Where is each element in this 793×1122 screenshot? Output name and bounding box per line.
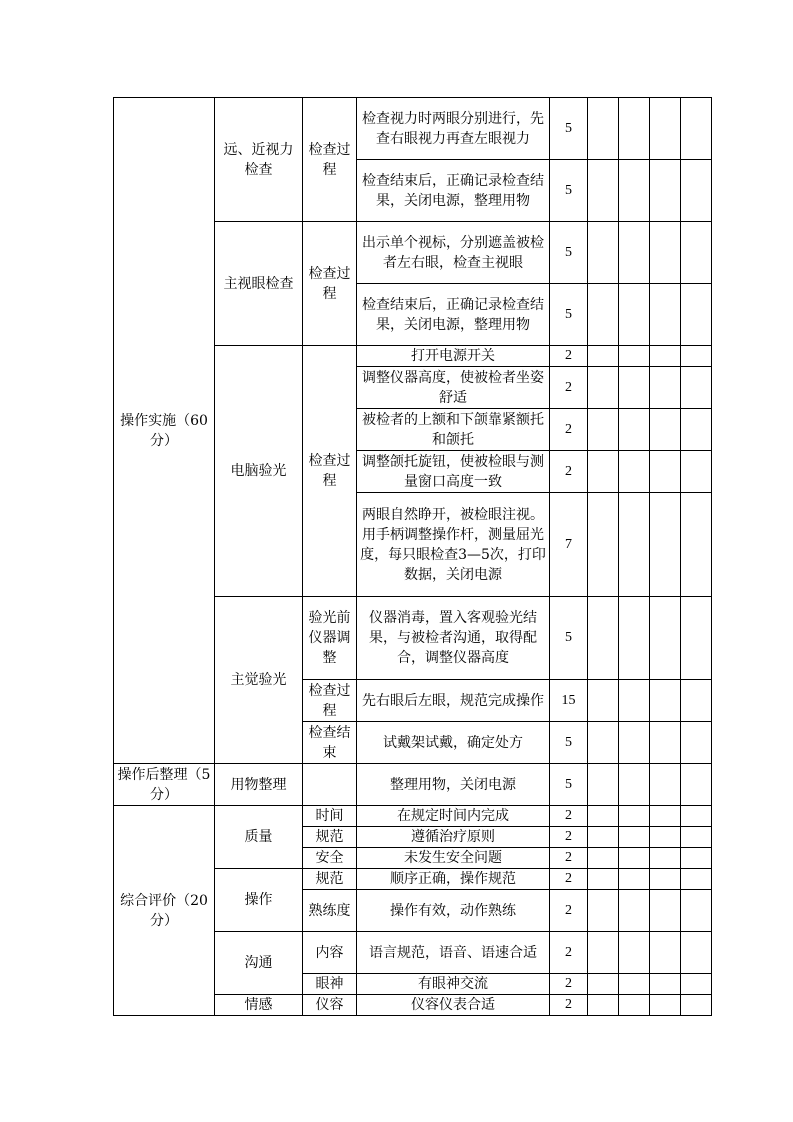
- blank-cell: [588, 974, 619, 995]
- stage-cell: 检查过程: [303, 98, 357, 222]
- blank-cell: [650, 722, 681, 764]
- blank-cell: [650, 827, 681, 848]
- criteria-cell: 先右眼后左眼，规范完成操作: [357, 680, 550, 722]
- blank-cell: [681, 827, 712, 848]
- blank-cell: [650, 764, 681, 806]
- blank-cell: [588, 160, 619, 222]
- score-cell: 2: [550, 932, 588, 974]
- criteria-cell: 有眼神交流: [357, 974, 550, 995]
- blank-cell: [681, 451, 712, 493]
- criteria-cell: 整理用物，关闭电源: [357, 764, 550, 806]
- table-row: [114, 98, 712, 160]
- blank-cell: [588, 848, 619, 869]
- blank-cell: [588, 222, 619, 284]
- blank-cell: [619, 98, 650, 160]
- criteria-cell: 两眼自然睁开，被检眼注视。用手柄调整操作杆，测量屈光度，每只眼检查3—5次，打印数据，关闭电源: [357, 493, 550, 597]
- blank-cell: [588, 995, 619, 1016]
- blank-cell: [650, 222, 681, 284]
- blank-cell: [681, 160, 712, 222]
- blank-cell: [619, 764, 650, 806]
- criteria-cell: 打开电源开关: [357, 346, 550, 367]
- stage-cell: 安全: [303, 848, 357, 869]
- score-cell: 2: [550, 806, 588, 827]
- blank-cell: [681, 367, 712, 409]
- criteria-cell: 调整颌托旋钮，使被检眼与测量窗口高度一致: [357, 451, 550, 493]
- blank-cell: [650, 869, 681, 890]
- stage-cell: 检查结束: [303, 722, 357, 764]
- blank-cell: [650, 284, 681, 346]
- blank-cell: [681, 932, 712, 974]
- score-cell: 5: [550, 764, 588, 806]
- blank-cell: [588, 890, 619, 932]
- category-cell: 综合评价（20分）: [114, 806, 215, 1016]
- item-cell: 质量: [215, 806, 303, 869]
- score-cell: 7: [550, 493, 588, 597]
- blank-cell: [588, 409, 619, 451]
- blank-cell: [619, 995, 650, 1016]
- blank-cell: [588, 597, 619, 680]
- blank-cell: [619, 974, 650, 995]
- blank-cell: [650, 995, 681, 1016]
- blank-cell: [619, 160, 650, 222]
- criteria-cell: 操作有效，动作熟练: [357, 890, 550, 932]
- blank-cell: [650, 451, 681, 493]
- score-cell: 2: [550, 409, 588, 451]
- blank-cell: [588, 98, 619, 160]
- blank-cell: [650, 346, 681, 367]
- item-cell: 操作: [215, 869, 303, 932]
- blank-cell: [619, 367, 650, 409]
- score-cell: 5: [550, 597, 588, 680]
- blank-cell: [619, 680, 650, 722]
- blank-cell: [650, 974, 681, 995]
- item-cell: 远、近视力检查: [215, 98, 303, 222]
- score-cell: 5: [550, 98, 588, 160]
- score-cell: 2: [550, 367, 588, 409]
- item-cell: 主觉验光: [215, 597, 303, 764]
- blank-cell: [588, 764, 619, 806]
- assessment-table: [113, 97, 712, 1016]
- blank-cell: [681, 722, 712, 764]
- blank-cell: [619, 890, 650, 932]
- stage-cell: 规范: [303, 869, 357, 890]
- score-cell: 2: [550, 848, 588, 869]
- blank-cell: [681, 284, 712, 346]
- criteria-cell: 语言规范，语音、语速合适: [357, 932, 550, 974]
- blank-cell: [681, 222, 712, 284]
- blank-cell: [650, 160, 681, 222]
- blank-cell: [619, 848, 650, 869]
- blank-cell: [588, 451, 619, 493]
- stage-cell: 熟练度: [303, 890, 357, 932]
- blank-cell: [681, 995, 712, 1016]
- blank-cell: [588, 493, 619, 597]
- blank-cell: [650, 848, 681, 869]
- blank-cell: [619, 409, 650, 451]
- stage-cell: 眼神: [303, 974, 357, 995]
- blank-cell: [588, 722, 619, 764]
- blank-cell: [619, 806, 650, 827]
- stage-cell: [303, 764, 357, 806]
- blank-cell: [681, 409, 712, 451]
- item-cell: 沟通: [215, 932, 303, 995]
- stage-cell: 检查过程: [303, 346, 357, 597]
- blank-cell: [619, 827, 650, 848]
- score-cell: 2: [550, 890, 588, 932]
- score-cell: 2: [550, 827, 588, 848]
- stage-cell: 检查过程: [303, 680, 357, 722]
- blank-cell: [681, 493, 712, 597]
- criteria-cell: 未发生安全问题: [357, 848, 550, 869]
- stage-cell: 验光前仪器调整: [303, 597, 357, 680]
- item-cell: 用物整理: [215, 764, 303, 806]
- blank-cell: [650, 98, 681, 160]
- blank-cell: [619, 869, 650, 890]
- blank-cell: [588, 932, 619, 974]
- criteria-cell: 检查视力时两眼分别进行，先查右眼视力再查左眼视力: [357, 98, 550, 160]
- criteria-cell: 出示单个视标，分别遮盖被检者左右眼，检查主视眼: [357, 222, 550, 284]
- category-cell: 操作实施（60分）: [114, 98, 215, 764]
- blank-cell: [588, 680, 619, 722]
- score-cell: 2: [550, 995, 588, 1016]
- item-cell: 主视眼检查: [215, 222, 303, 346]
- blank-cell: [681, 890, 712, 932]
- criteria-cell: 仪容仪表合适: [357, 995, 550, 1016]
- score-cell: 15: [550, 680, 588, 722]
- score-cell: 5: [550, 160, 588, 222]
- blank-cell: [650, 493, 681, 597]
- blank-cell: [619, 222, 650, 284]
- item-cell: 电脑验光: [215, 346, 303, 597]
- criteria-cell: 检查结束后，正确记录检查结果，关闭电源，整理用物: [357, 160, 550, 222]
- table-row: [114, 806, 712, 827]
- score-cell: 5: [550, 722, 588, 764]
- item-cell: 情感: [215, 995, 303, 1016]
- blank-cell: [619, 722, 650, 764]
- criteria-cell: 调整仪器高度，使被检者坐姿舒适: [357, 367, 550, 409]
- score-cell: 2: [550, 869, 588, 890]
- stage-cell: 内容: [303, 932, 357, 974]
- score-cell: 5: [550, 222, 588, 284]
- blank-cell: [650, 890, 681, 932]
- blank-cell: [588, 346, 619, 367]
- blank-cell: [650, 932, 681, 974]
- blank-cell: [619, 346, 650, 367]
- stage-cell: 时间: [303, 806, 357, 827]
- blank-cell: [681, 346, 712, 367]
- blank-cell: [681, 680, 712, 722]
- table-row: [114, 764, 712, 806]
- criteria-cell: 在规定时间内完成: [357, 806, 550, 827]
- blank-cell: [588, 284, 619, 346]
- blank-cell: [619, 284, 650, 346]
- score-cell: 5: [550, 284, 588, 346]
- blank-cell: [650, 409, 681, 451]
- criteria-cell: 被检者的上额和下颌靠紧额托和颌托: [357, 409, 550, 451]
- criteria-cell: 顺序正确，操作规范: [357, 869, 550, 890]
- blank-cell: [681, 597, 712, 680]
- criteria-cell: 仪器消毒，置入客观验光结果，与被检者沟通，取得配合，调整仪器高度: [357, 597, 550, 680]
- blank-cell: [681, 764, 712, 806]
- stage-cell: 规范: [303, 827, 357, 848]
- criteria-cell: 试戴架试戴，确定处方: [357, 722, 550, 764]
- blank-cell: [650, 367, 681, 409]
- blank-cell: [681, 974, 712, 995]
- criteria-cell: 遵循治疗原则: [357, 827, 550, 848]
- blank-cell: [619, 597, 650, 680]
- score-cell: 2: [550, 346, 588, 367]
- blank-cell: [619, 451, 650, 493]
- stage-cell: 仪容: [303, 995, 357, 1016]
- blank-cell: [681, 869, 712, 890]
- blank-cell: [588, 806, 619, 827]
- blank-cell: [588, 367, 619, 409]
- blank-cell: [588, 827, 619, 848]
- blank-cell: [619, 932, 650, 974]
- score-cell: 2: [550, 451, 588, 493]
- criteria-cell: 检查结束后，正确记录检查结果，关闭电源，整理用物: [357, 284, 550, 346]
- blank-cell: [588, 869, 619, 890]
- score-cell: 2: [550, 974, 588, 995]
- blank-cell: [681, 806, 712, 827]
- blank-cell: [681, 848, 712, 869]
- blank-cell: [619, 493, 650, 597]
- blank-cell: [650, 680, 681, 722]
- blank-cell: [650, 597, 681, 680]
- stage-cell: 检查过程: [303, 222, 357, 346]
- blank-cell: [650, 806, 681, 827]
- category-cell: 操作后整理（5分）: [114, 764, 215, 806]
- blank-cell: [681, 98, 712, 160]
